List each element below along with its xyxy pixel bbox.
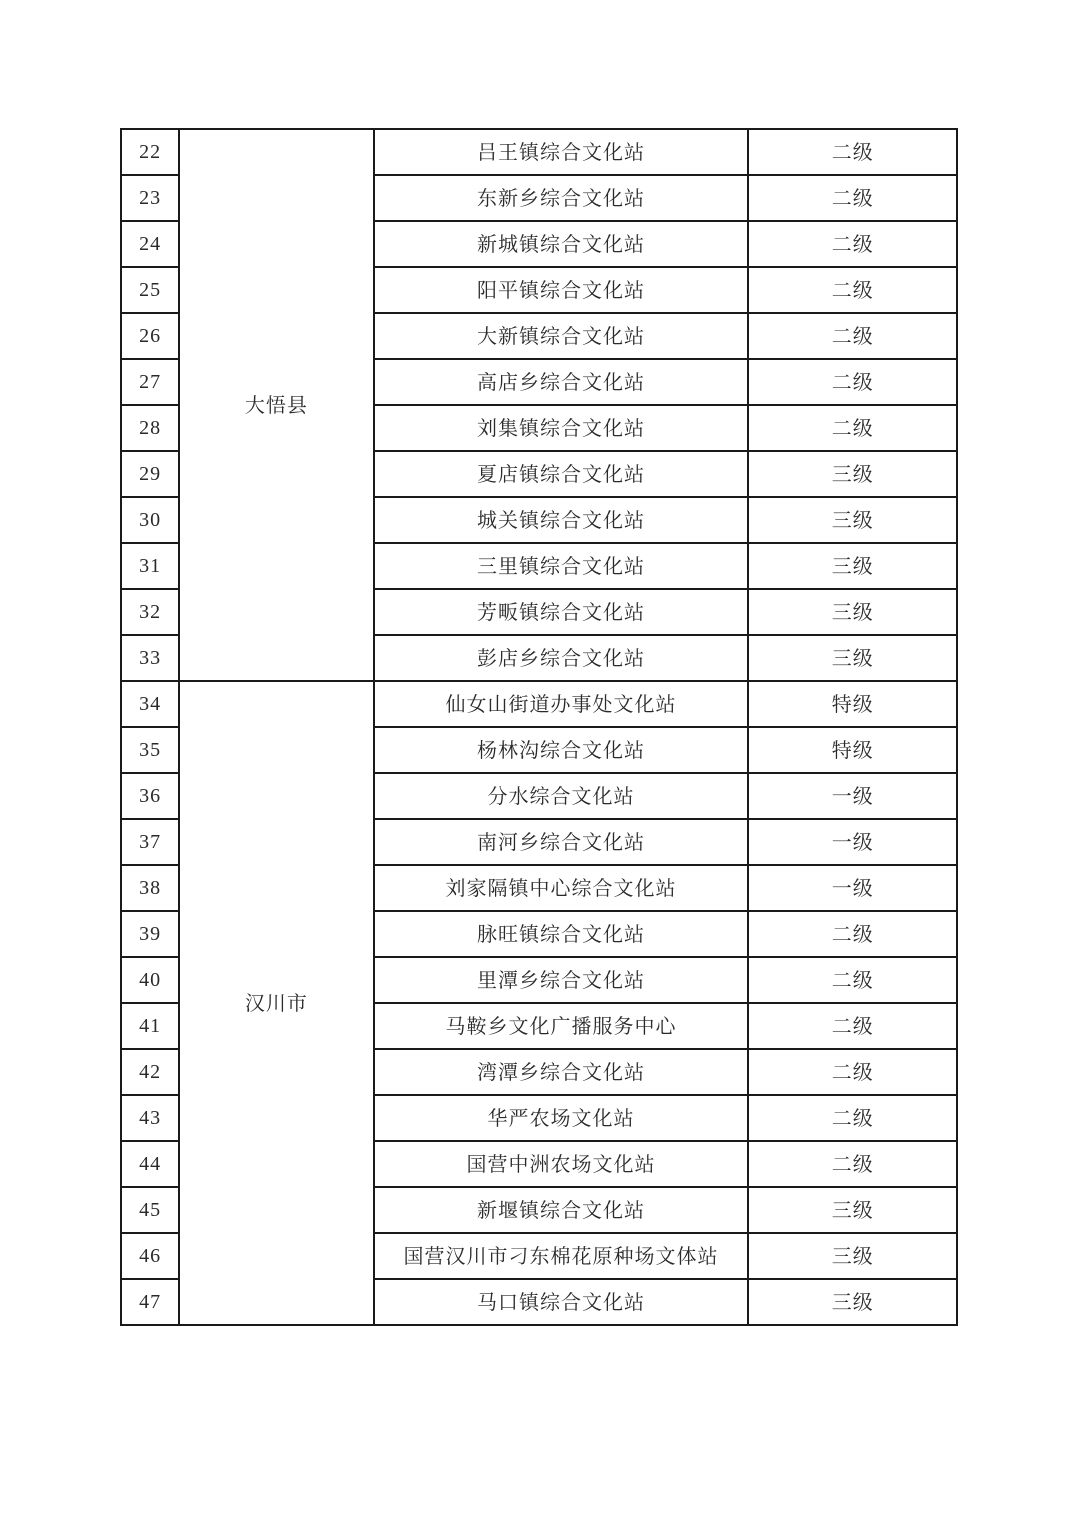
station-name: 东新乡综合文化站 <box>374 175 749 221</box>
table-row <box>121 681 957 727</box>
station-name: 分水综合文化站 <box>374 773 749 819</box>
station-name: 夏店镇综合文化站 <box>374 451 749 497</box>
station-name: 高店乡综合文化站 <box>374 359 749 405</box>
station-grade: 二级 <box>748 911 957 957</box>
row-number: 39 <box>121 911 179 957</box>
station-grade: 三级 <box>748 1233 957 1279</box>
row-number: 43 <box>121 1095 179 1141</box>
row-number: 33 <box>121 635 179 681</box>
station-name: 里潭乡综合文化站 <box>374 957 749 1003</box>
station-name: 新堰镇综合文化站 <box>374 1187 749 1233</box>
station-name: 杨林沟综合文化站 <box>374 727 749 773</box>
row-number: 23 <box>121 175 179 221</box>
row-number: 41 <box>121 1003 179 1049</box>
station-name: 脉旺镇综合文化站 <box>374 911 749 957</box>
station-grade: 特级 <box>748 681 957 727</box>
row-number: 40 <box>121 957 179 1003</box>
row-number: 46 <box>121 1233 179 1279</box>
station-grade: 二级 <box>748 175 957 221</box>
row-number: 25 <box>121 267 179 313</box>
station-grade: 三级 <box>748 1187 957 1233</box>
document-page <box>120 128 958 1326</box>
station-name: 马鞍乡文化广播服务中心 <box>374 1003 749 1049</box>
station-grade: 三级 <box>748 543 957 589</box>
row-number: 34 <box>121 681 179 727</box>
row-number: 37 <box>121 819 179 865</box>
station-name: 阳平镇综合文化站 <box>374 267 749 313</box>
station-name: 马口镇综合文化站 <box>374 1279 749 1325</box>
row-number: 32 <box>121 589 179 635</box>
row-number: 44 <box>121 1141 179 1187</box>
row-number: 47 <box>121 1279 179 1325</box>
row-number: 45 <box>121 1187 179 1233</box>
station-grade: 一级 <box>748 865 957 911</box>
row-number: 27 <box>121 359 179 405</box>
station-grade: 二级 <box>748 267 957 313</box>
station-grade: 二级 <box>748 129 957 175</box>
row-number: 28 <box>121 405 179 451</box>
row-number: 36 <box>121 773 179 819</box>
station-name: 刘家隔镇中心综合文化站 <box>374 865 749 911</box>
station-grade: 三级 <box>748 451 957 497</box>
table-row <box>121 129 957 175</box>
row-number: 22 <box>121 129 179 175</box>
station-grade: 二级 <box>748 1095 957 1141</box>
table-body <box>121 129 957 1325</box>
station-grade: 一级 <box>748 819 957 865</box>
station-grade: 二级 <box>748 1049 957 1095</box>
station-name: 刘集镇综合文化站 <box>374 405 749 451</box>
row-number: 38 <box>121 865 179 911</box>
row-number: 35 <box>121 727 179 773</box>
station-name: 南河乡综合文化站 <box>374 819 749 865</box>
row-number: 42 <box>121 1049 179 1095</box>
station-name: 城关镇综合文化站 <box>374 497 749 543</box>
station-name: 大新镇综合文化站 <box>374 313 749 359</box>
station-grade: 三级 <box>748 1279 957 1325</box>
row-number: 31 <box>121 543 179 589</box>
station-grade: 二级 <box>748 957 957 1003</box>
station-name: 湾潭乡综合文化站 <box>374 1049 749 1095</box>
station-name: 华严农场文化站 <box>374 1095 749 1141</box>
station-grade: 三级 <box>748 497 957 543</box>
station-grade: 二级 <box>748 221 957 267</box>
station-name: 国营中洲农场文化站 <box>374 1141 749 1187</box>
station-name: 吕王镇综合文化站 <box>374 129 749 175</box>
station-grade: 二级 <box>748 359 957 405</box>
station-grade: 二级 <box>748 313 957 359</box>
station-name: 新城镇综合文化站 <box>374 221 749 267</box>
station-name: 国营汉川市刁东棉花原种场文体站 <box>374 1233 749 1279</box>
station-name: 三里镇综合文化站 <box>374 543 749 589</box>
station-grade: 三级 <box>748 635 957 681</box>
station-grade: 二级 <box>748 1003 957 1049</box>
station-grade: 一级 <box>748 773 957 819</box>
station-grade: 二级 <box>748 405 957 451</box>
row-number: 26 <box>121 313 179 359</box>
station-name: 仙女山街道办事处文化站 <box>374 681 749 727</box>
station-grade-table <box>120 128 958 1326</box>
row-number: 29 <box>121 451 179 497</box>
county-name: 大悟县 <box>179 129 373 681</box>
station-grade: 三级 <box>748 589 957 635</box>
row-number: 24 <box>121 221 179 267</box>
station-name: 彭店乡综合文化站 <box>374 635 749 681</box>
county-name: 汉川市 <box>179 681 373 1325</box>
station-grade: 特级 <box>748 727 957 773</box>
station-name: 芳畈镇综合文化站 <box>374 589 749 635</box>
row-number: 30 <box>121 497 179 543</box>
station-grade: 二级 <box>748 1141 957 1187</box>
